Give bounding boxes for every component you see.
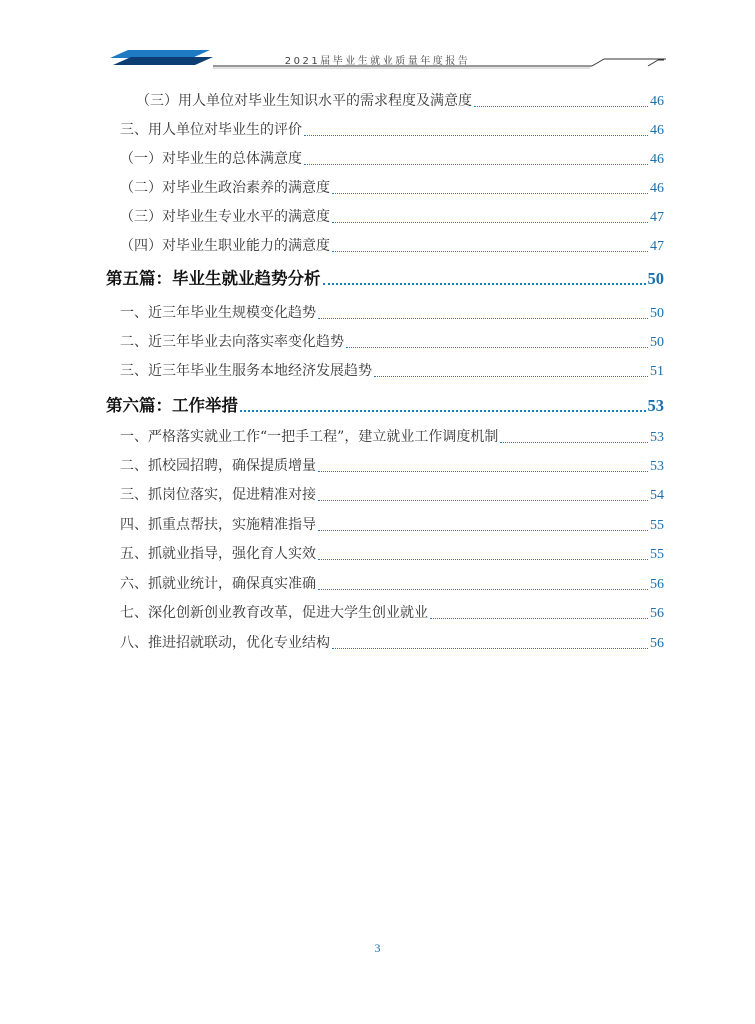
toc-entry-label: （二）对毕业生政治素养的满意度 (120, 180, 330, 196)
leader-dots (304, 134, 648, 136)
toc-entry-label: （三）用人单位对毕业生知识水平的需求程度及满意度 (136, 93, 472, 109)
leader-dots (318, 529, 648, 531)
toc-entry-label: 二、抓校园招聘，确保提质增量 (120, 458, 316, 474)
toc-entry-page: 53 (650, 430, 664, 445)
toc-chapter-label: 第五篇：毕业生就业趋势分析 (106, 269, 321, 288)
leader-dots (332, 192, 648, 194)
toc-entry-label: 二、近三年毕业去向落实率变化趋势 (120, 334, 344, 350)
toc-entry[interactable] (120, 360, 664, 380)
toc-entry[interactable] (120, 543, 664, 563)
toc-entry[interactable] (120, 426, 664, 446)
leader-dots (346, 346, 648, 348)
leader-dots (374, 375, 648, 377)
leader-dots (318, 558, 648, 560)
toc-chapter-label: 第六篇：工作举措 (106, 396, 238, 415)
toc-entry[interactable] (136, 90, 664, 110)
page-header (0, 0, 755, 80)
leader-dots (318, 470, 648, 472)
toc-entry-label: 一、近三年毕业生规模变化趋势 (120, 305, 316, 321)
leader-dots (304, 163, 648, 165)
leader-dots (318, 499, 648, 501)
toc-entry-page: 47 (650, 239, 664, 254)
toc-entry-label: 八、推进招就联动，优化专业结构 (120, 635, 330, 651)
leader-dots (332, 647, 648, 649)
leader-dots (500, 441, 648, 443)
toc-entry[interactable] (120, 484, 664, 504)
toc-entry-page: 46 (650, 123, 664, 138)
toc-entry-label: 七、深化创新创业教育改革，促进大学生创业就业 (120, 605, 428, 621)
leader-dots (318, 588, 648, 590)
toc-entry-label: 五、抓就业指导，强化育人实效 (120, 546, 316, 562)
toc-entry-label: （三）对毕业生专业水平的满意度 (120, 209, 330, 225)
toc-entry-label: 三、用人单位对毕业生的评价 (120, 122, 302, 138)
leader-dots (332, 221, 648, 223)
toc-entry-label: 三、抓岗位落实，促进精准对接 (120, 487, 316, 503)
toc-entry-page: 47 (650, 210, 664, 225)
toc-entry-label: （一）对毕业生的总体满意度 (120, 151, 302, 167)
toc-entry[interactable] (120, 602, 664, 622)
toc-entry-page: 56 (650, 606, 664, 621)
toc-entry-label: 六、抓就业统计，确保真实准确 (120, 576, 316, 592)
toc-entry-page: 56 (650, 636, 664, 651)
toc-entry-page: 54 (650, 488, 664, 503)
toc-entry-page: 50 (650, 335, 664, 350)
toc-entry[interactable] (120, 331, 664, 351)
toc-entry[interactable] (120, 573, 664, 593)
page-number: 3 (374, 941, 381, 955)
leader-dots (332, 250, 648, 252)
toc-entry-page: 51 (650, 364, 664, 379)
toc-entry[interactable] (120, 514, 664, 534)
toc-entry[interactable] (120, 302, 664, 322)
leader-dots (323, 282, 646, 285)
toc-entry-label: 一、严格落实就业工作“一把手工程”，建立就业工作调度机制 (120, 429, 499, 445)
toc-chapter-page: 53 (647, 396, 664, 415)
toc-entry[interactable] (120, 119, 664, 139)
toc-entry-label: （四）对毕业生职业能力的满意度 (120, 238, 330, 254)
toc-entry[interactable] (120, 206, 664, 226)
toc-entry-page: 55 (650, 518, 664, 533)
leader-dots (474, 105, 648, 107)
toc-entry-page: 46 (650, 181, 664, 196)
toc-chapter[interactable] (106, 392, 664, 416)
header-decoration (0, 0, 755, 80)
toc-entry[interactable] (120, 235, 664, 255)
toc-entry-page: 55 (650, 547, 664, 562)
toc-chapter[interactable] (106, 265, 664, 289)
leader-dots (240, 409, 646, 412)
toc-entry-label: 四、抓重点帮扶，实施精准指导 (120, 517, 316, 533)
toc-entry-page: 53 (650, 459, 664, 474)
toc-entry[interactable] (120, 148, 664, 168)
toc-entry-page: 50 (650, 306, 664, 321)
toc-entry[interactable] (120, 455, 664, 475)
toc-entry-page: 56 (650, 577, 664, 592)
toc-entry-page: 46 (650, 152, 664, 167)
toc-entry-page: 46 (650, 94, 664, 109)
leader-dots (318, 317, 648, 319)
toc-entry[interactable] (120, 632, 664, 652)
header-title: 2021届毕业生就业质量年度报告 (284, 56, 471, 67)
toc-entry-label: 三、近三年毕业生服务本地经济发展趋势 (120, 363, 372, 379)
leader-dots (430, 617, 648, 619)
toc-chapter-page: 50 (647, 269, 664, 288)
toc-entry[interactable] (120, 177, 664, 197)
